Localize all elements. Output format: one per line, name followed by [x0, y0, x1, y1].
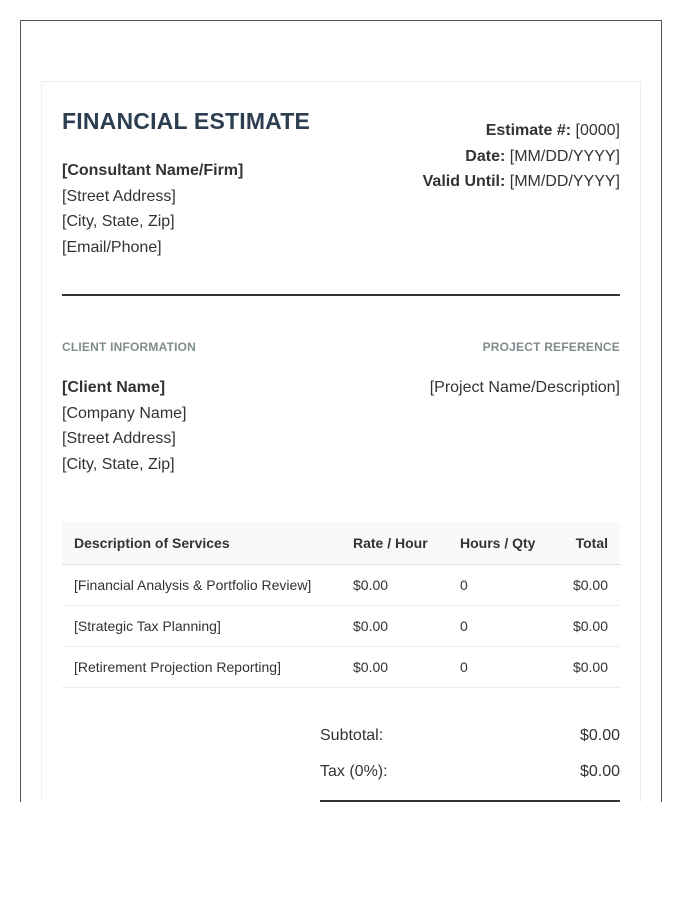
- consultant-name: [Consultant Name/Firm]: [62, 162, 244, 179]
- page-frame: [20, 20, 662, 802]
- client-street: [Street Address]: [62, 430, 176, 447]
- valid-until-line: [423, 169, 620, 195]
- service-total: $0.00: [553, 646, 620, 687]
- consultant-city: [City, State, Zip]: [62, 213, 175, 230]
- project-section-label: PROJECT REFERENCE: [482, 340, 620, 354]
- consultant-block: [62, 158, 243, 260]
- totals-divider: [320, 800, 620, 802]
- client-block: [62, 375, 187, 477]
- table-row: [62, 564, 620, 605]
- service-description: [Strategic Tax Planning]: [62, 605, 341, 646]
- consultant-contact: [Email/Phone]: [62, 238, 162, 256]
- tax-row: [320, 754, 620, 790]
- table-row: [62, 605, 620, 646]
- project-description: [Project Name/Description]: [429, 379, 620, 396]
- estimate-number-label: Estimate #:: [485, 122, 572, 139]
- date-value: [MM/DD/YYYY]: [509, 147, 620, 165]
- project-block: [430, 375, 620, 401]
- column-header-total: Total: [553, 522, 620, 564]
- service-hours: 0: [448, 646, 553, 687]
- estimate-meta: [423, 118, 620, 195]
- subtotal-label: Subtotal:: [320, 726, 384, 744]
- service-rate: $0.00: [341, 646, 448, 687]
- client-company: [Company Name]: [62, 404, 187, 422]
- service-hours: 0: [448, 605, 553, 646]
- tax-label: Tax (0%):: [320, 762, 388, 780]
- service-rate: $0.00: [341, 564, 448, 605]
- service-rate: $0.00: [341, 605, 448, 646]
- table-row: [62, 646, 620, 687]
- services-table: [62, 522, 620, 688]
- client-name: [Client Name]: [62, 379, 166, 396]
- service-total: $0.00: [553, 605, 620, 646]
- column-header-rate: Rate / Hour: [341, 522, 448, 564]
- document-header: [62, 82, 620, 296]
- client-project-section: [62, 296, 620, 522]
- tax-value: $0.00: [579, 762, 620, 780]
- subtotal-value: $0.00: [579, 726, 620, 744]
- column-header-hours: Hours / Qty: [448, 522, 553, 564]
- service-description: [Retirement Projection Reporting]: [62, 646, 341, 687]
- valid-until-value: [MM/DD/YYYY]: [509, 173, 620, 190]
- consultant-street: [Street Address]: [62, 187, 176, 205]
- date-line: [423, 144, 620, 170]
- client-section-label: CLIENT INFORMATION: [62, 340, 197, 354]
- column-header-description: Description of Services: [62, 522, 341, 564]
- subtotal-row: [320, 718, 620, 754]
- estimate-number-line: [423, 118, 620, 144]
- totals-block: [320, 718, 620, 802]
- service-hours: 0: [448, 564, 553, 605]
- estimate-number-value: [0000]: [575, 122, 620, 139]
- date-label: Date:: [465, 147, 506, 165]
- client-city: [City, State, Zip]: [62, 455, 175, 473]
- valid-until-label: Valid Until:: [422, 173, 506, 190]
- table-header-row: [62, 522, 620, 564]
- service-total: $0.00: [553, 564, 620, 605]
- service-description: [Financial Analysis & Portfolio Review]: [62, 564, 341, 605]
- document-title: FINANCIAL ESTIMATE: [62, 108, 311, 134]
- estimate-document: [41, 81, 641, 802]
